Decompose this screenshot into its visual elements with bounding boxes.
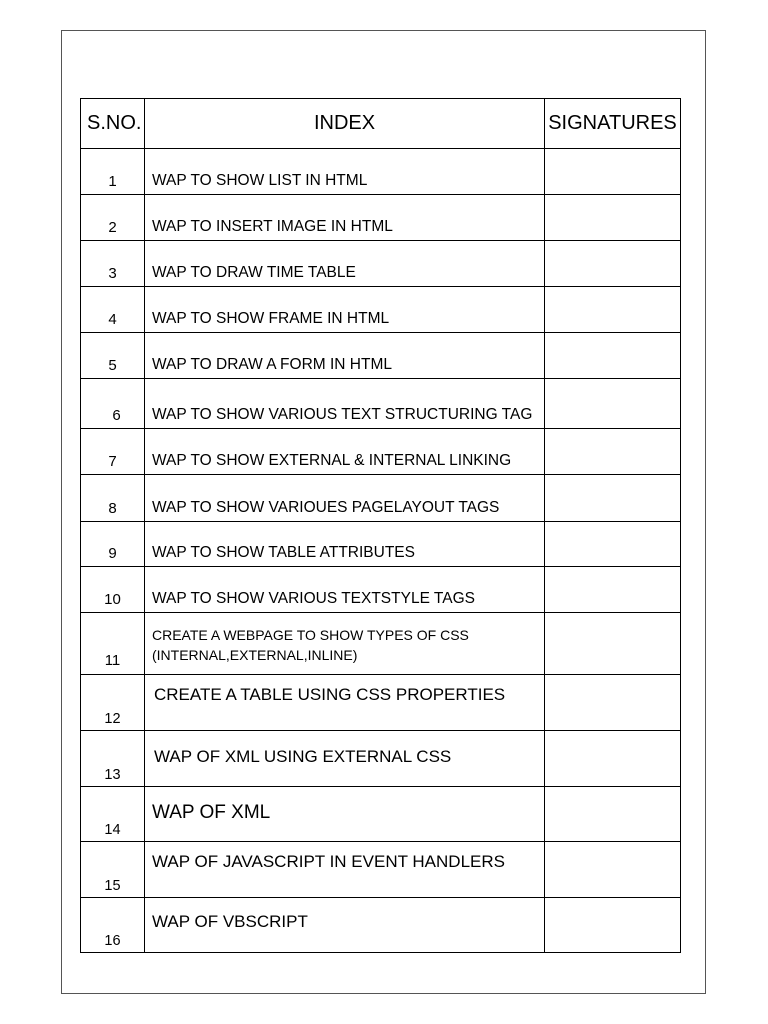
header-signatures: SIGNATURES (545, 99, 681, 149)
row-task: WAP OF XML (145, 787, 545, 842)
row-task: WAP OF JAVASCRIPT IN EVENT HANDLERS (145, 842, 545, 898)
row-signature (545, 731, 681, 787)
row-task: WAP TO SHOW VARIOUES PAGELAYOUT TAGS (145, 475, 545, 522)
table-row (81, 898, 681, 953)
row-signature (545, 195, 681, 241)
row-number: 10 (81, 567, 145, 613)
row-task (145, 613, 545, 675)
row-task: CREATE A TABLE USING CSS PROPERTIES (145, 675, 545, 731)
row-number: 6 (81, 379, 145, 429)
table-row (81, 787, 681, 842)
row-signature (545, 241, 681, 287)
table-row (81, 675, 681, 731)
row-number: 8 (81, 475, 145, 522)
row-number: 13 (81, 731, 145, 787)
row-task-line: (INTERNAL,EXTERNAL,INLINE) (152, 647, 358, 663)
row-signature (545, 675, 681, 731)
row-number: 4 (81, 287, 145, 333)
row-number: 7 (81, 429, 145, 475)
table-row (81, 287, 681, 333)
row-task: WAP TO SHOW TABLE ATTRIBUTES (145, 522, 545, 567)
index-table (80, 98, 681, 953)
header-sno: S.NO. (81, 99, 145, 149)
row-number: 14 (81, 787, 145, 842)
row-signature (545, 842, 681, 898)
table-row (81, 333, 681, 379)
row-number: 16 (81, 898, 145, 953)
row-signature (545, 333, 681, 379)
table-row (81, 149, 681, 195)
row-signature (545, 787, 681, 842)
row-signature (545, 287, 681, 333)
row-signature (545, 522, 681, 567)
row-number: 12 (81, 675, 145, 731)
row-number: 1 (81, 149, 145, 195)
row-task: WAP TO DRAW A FORM IN HTML (145, 333, 545, 379)
table-row (81, 842, 681, 898)
header-row (81, 99, 681, 149)
row-task-line: CREATE A WEBPAGE TO SHOW TYPES OF CSS (152, 626, 469, 643)
row-signature (545, 379, 681, 429)
row-task: WAP TO SHOW VARIOUS TEXTSTYLE TAGS (145, 567, 545, 613)
row-signature (545, 149, 681, 195)
row-signature (545, 429, 681, 475)
table-row (81, 567, 681, 613)
row-number: 5 (81, 333, 145, 379)
table-row (81, 613, 681, 675)
row-task: WAP TO INSERT IMAGE IN HTML (145, 195, 545, 241)
table-row (81, 241, 681, 287)
row-task: WAP TO DRAW TIME TABLE (145, 241, 545, 287)
row-task: WAP OF XML USING EXTERNAL CSS (145, 731, 545, 787)
table-row (81, 475, 681, 522)
row-signature (545, 613, 681, 675)
row-task: WAP TO SHOW FRAME IN HTML (145, 287, 545, 333)
row-number: 9 (81, 522, 145, 567)
row-task: WAP TO SHOW EXTERNAL & INTERNAL LINKING (145, 429, 545, 475)
header-index: INDEX (145, 99, 545, 149)
row-task: WAP TO SHOW LIST IN HTML (145, 149, 545, 195)
table-row (81, 379, 681, 429)
row-number: 15 (81, 842, 145, 898)
table-row (81, 522, 681, 567)
table-row (81, 429, 681, 475)
row-number: 2 (81, 195, 145, 241)
row-signature (545, 898, 681, 953)
row-number: 11 (81, 613, 145, 675)
table-row (81, 195, 681, 241)
row-signature (545, 567, 681, 613)
row-number: 3 (81, 241, 145, 287)
row-signature (545, 475, 681, 522)
table-row (81, 731, 681, 787)
row-task: WAP OF VBSCRIPT (145, 898, 545, 953)
row-task: WAP TO SHOW VARIOUS TEXT STRUCTURING TAG (145, 379, 545, 429)
